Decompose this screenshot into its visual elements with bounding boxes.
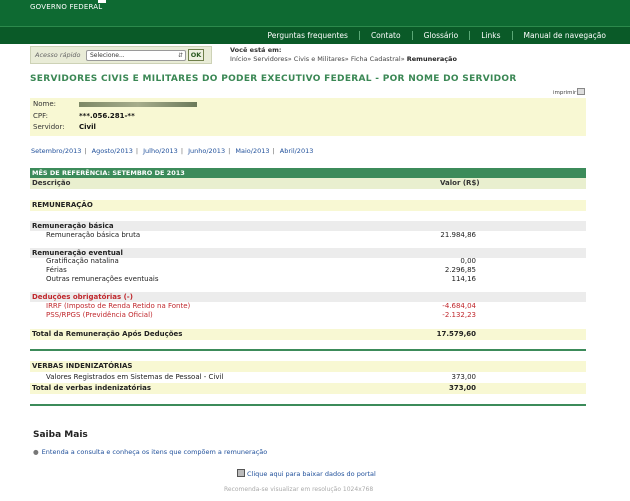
col-valor: Valor (R$) — [440, 179, 480, 187]
breadcrumb-civis[interactable]: Civis e Militares — [293, 55, 345, 63]
month-link[interactable]: Julho/2013 — [143, 147, 178, 155]
saiba-mais-title: Saiba Mais — [33, 430, 88, 440]
servidor-label: Servidor: — [33, 123, 65, 131]
reference-month-header: MÊS DE REFERÊNCIA: SETEMBRO DE 2013 — [30, 168, 586, 178]
quick-access-label: Acesso rápido — [35, 51, 81, 59]
select-arrow-icon: ⇵ — [177, 52, 183, 59]
quick-access — [30, 46, 212, 64]
nav-faq[interactable]: Perguntas frequentes — [267, 31, 348, 40]
print-link[interactable] — [553, 88, 585, 96]
nav-links[interactable]: Links — [469, 31, 511, 40]
cpf-value: ***.056.281-** — [79, 112, 135, 120]
cpf-label: CPF: — [33, 112, 48, 120]
main-nav — [0, 26, 630, 44]
deducoes-header: Deduções obrigatórias (-) — [30, 292, 586, 302]
nav-contato[interactable]: Contato — [359, 31, 412, 40]
nav-glossario[interactable]: Glossário — [412, 31, 470, 40]
section-divider — [30, 404, 586, 406]
section-divider — [30, 349, 586, 351]
quick-access-value: Selecione... — [90, 52, 125, 59]
top-header — [0, 0, 630, 26]
download-icon — [237, 469, 245, 477]
remuneracao-section: REMUNERAÇÃO — [30, 200, 586, 211]
breadcrumb-inicio[interactable]: Início — [230, 55, 248, 63]
total-verbas-row: Total de verbas indenizatórias 373,00 — [30, 383, 586, 394]
col-desc: Descrição — [32, 179, 71, 187]
ok-button[interactable]: OK — [188, 49, 204, 61]
month-link[interactable]: Abril/2013 — [279, 147, 314, 155]
month-link[interactable]: Agosto/2013 — [91, 147, 133, 155]
servidor-info — [30, 98, 586, 136]
quick-access-select[interactable] — [86, 50, 186, 61]
total-remuneracao-row: Total da Remuneração Após Deduções 17.579,60 — [30, 329, 586, 340]
month-link[interactable]: Junho/2013 — [188, 147, 226, 155]
printer-icon — [577, 88, 585, 95]
breadcrumb-ficha[interactable]: Ficha Cadastral — [350, 55, 401, 63]
saiba-mais-link[interactable]: ● Entenda a consulta e conheça os itens que compõem a remuneração — [33, 448, 268, 456]
page-title: SERVIDORES CIVIS E MILITARES DO PODER EXECUTIVO FEDERAL - POR NOME DO SERVIDOR — [30, 74, 517, 84]
nome-label: Nome: — [33, 100, 57, 108]
table-row: Remuneração básica bruta 21.984,86 — [46, 231, 476, 239]
eventual-header: Remuneração eventual — [30, 248, 586, 258]
table-row: Outras remunerações eventuais 114,16 — [46, 275, 476, 283]
bullet-icon: ● — [33, 448, 39, 456]
servidor-value: Civil — [79, 123, 96, 131]
month-link[interactable]: Maio/2013 — [235, 147, 270, 155]
table-row: Gratificação natalina 0,00 — [46, 257, 476, 265]
breadcrumb-servidores[interactable]: Servidores — [253, 55, 288, 63]
redacted-name — [79, 102, 197, 107]
breadcrumb-title: Você está em: — [230, 46, 282, 54]
verbas-section: VERBAS INDENIZATÓRIAS — [30, 361, 586, 372]
breadcrumb: Você está em: Início» Servidores» Civis e Militares» Ficha Cadastral» Remuneração — [230, 46, 457, 63]
brand-label: GOVERNO FEDERAL — [30, 3, 103, 11]
nav-manual[interactable]: Manual de navegação — [512, 31, 606, 40]
table-row: IRRF (Imposto de Renda Retido na Fonte) -4.684,04 — [46, 302, 476, 310]
column-header — [30, 178, 586, 189]
basica-header: Remuneração básica — [30, 221, 586, 231]
table-row: Férias 2.296,85 — [46, 266, 476, 274]
breadcrumb-current: Remuneração — [406, 55, 457, 63]
month-links: Setembro/2013 | Agosto/2013 | Julho/2013 | Junho/2013 | Maio/2013 | Abril/2013 — [31, 147, 314, 155]
month-link[interactable]: Setembro/2013 — [31, 147, 82, 155]
table-row: PSS/RPGS (Previdência Oficial) -2.132,23 — [46, 311, 476, 319]
access-bar — [30, 46, 586, 66]
download-link[interactable]: Clique aqui para baixar dados do portal — [237, 469, 376, 478]
print-label: imprimir — [553, 90, 577, 96]
resolution-note: Recomenda-se visualizar em resolução 1024x768 — [224, 486, 374, 493]
table-row: Valores Registrados em Sistemas de Pessoal - Civil 373,00 — [46, 373, 476, 381]
